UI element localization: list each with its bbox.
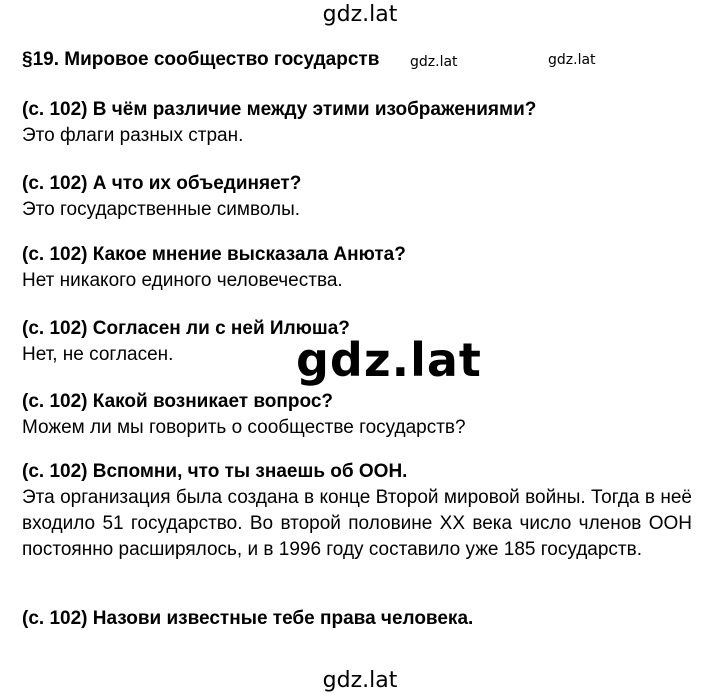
answer: Это государственные символы. xyxy=(22,199,301,220)
qa-item-5 xyxy=(22,389,692,441)
page-title: §19. Мировое сообщество государств xyxy=(22,49,380,70)
qa-item-6 xyxy=(22,459,692,563)
answer: Это флаги разных стран. xyxy=(22,125,244,146)
answer: Нет никакого единого человечества. xyxy=(22,270,343,291)
qa-item-7 xyxy=(22,606,692,632)
watermark-center: gdz.lat xyxy=(296,333,482,387)
watermark-bottom: gdz.lat xyxy=(322,668,398,693)
watermark-top: gdz.lat xyxy=(322,2,398,27)
answer: Нет, не согласен. xyxy=(22,344,174,365)
answer: Эта организация была создана в конце Второй мировой войны. Тогда в неё входило 51 государство. Во второй половине XX века число членов ООН постоянно расширялось, и в 1996 году составило уже 185 государств. xyxy=(22,487,692,560)
qa-item-3 xyxy=(22,242,692,294)
watermark-right: gdz.lat xyxy=(548,52,596,68)
question: (с. 102) Согласен ли с ней Илюша? xyxy=(22,318,350,339)
watermark-inline: gdz.lat xyxy=(410,54,458,70)
question: (с. 102) А что их объединяет? xyxy=(22,173,302,194)
question: (с. 102) В чём различие между этими изображениями? xyxy=(22,99,537,120)
question: (с. 102) Назови известные тебе права человека. xyxy=(22,608,474,629)
answer: Можем ли мы говорить о сообществе государств? xyxy=(22,417,466,438)
question: (с. 102) Какое мнение высказала Анюта? xyxy=(22,244,406,265)
qa-item-1 xyxy=(22,97,692,149)
question: (с. 102) Какой возникает вопрос? xyxy=(22,391,333,412)
qa-item-2 xyxy=(22,171,692,223)
question: (с. 102) Вспомни, что ты знаешь об ООН. xyxy=(22,461,408,482)
